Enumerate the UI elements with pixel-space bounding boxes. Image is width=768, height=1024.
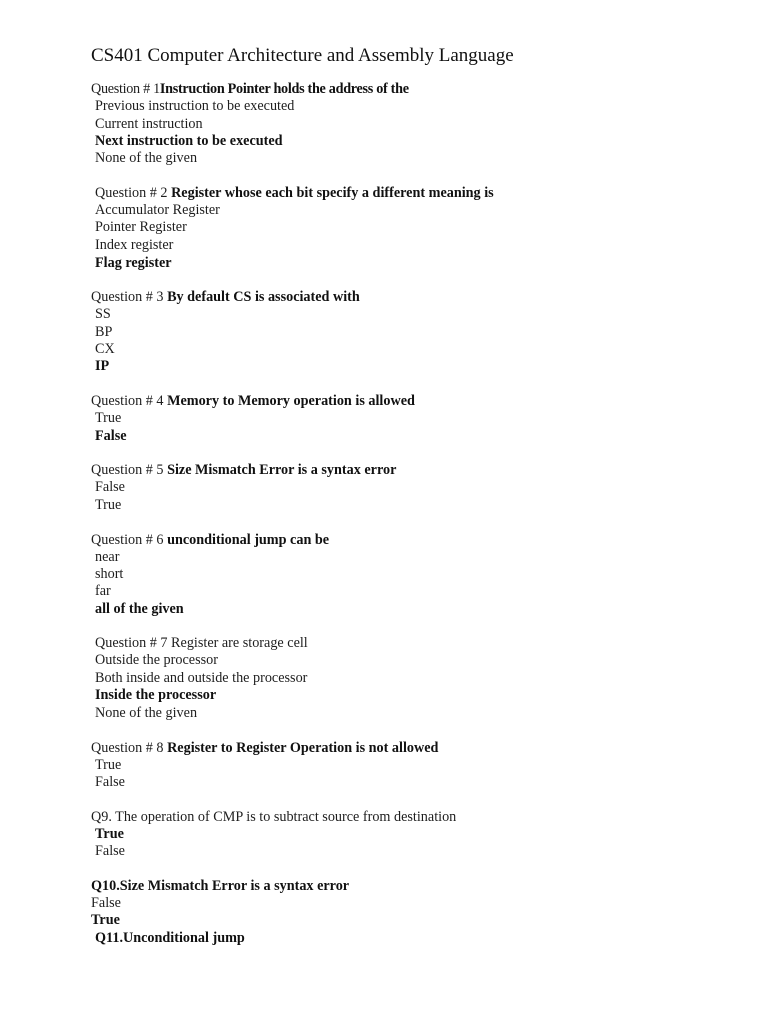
q1-option-4: None of the given [95,150,198,166]
q1-option-1: Previous instruction to be executed [95,98,295,114]
q3-option-3: CX [95,341,115,357]
q8-option-2: False [95,774,125,790]
document-title: CS401 Computer Architecture and Assembly Language [91,45,514,66]
q2-option-1: Accumulator Register [95,202,220,218]
question-5-prefix: Question # 5 [91,462,168,478]
question-4-prefix: Question # 4 [91,393,168,409]
q10-option-1: False [91,895,121,911]
question-8-prefix: Question # 8 [91,740,168,756]
question-1-prefix: Question # 1 [91,81,160,97]
q7-option-1: Outside the processor [95,652,218,668]
q2-option-4-answer: Flag register [95,255,172,271]
question-5-text: Size Mismatch Error is a syntax error [167,462,397,478]
q1-option-2: Current instruction [95,116,203,132]
q4-option-2-answer: False [95,428,127,444]
question-11: Q11.Unconditional jump [95,930,245,946]
question-3 [91,289,360,306]
question-9: Q9. The operation of CMP is to subtract source from destination [91,809,457,825]
question-7: Question # 7 Register are storage cell [95,635,308,651]
question-10: Q10.Size Mismatch Error is a syntax error [91,878,350,894]
q8-option-1: True [95,757,122,773]
question-6-text: unconditional jump can be [167,532,330,548]
question-6 [91,532,329,549]
question-3-prefix: Question # 3 [91,289,168,305]
question-4-text: Memory to Memory operation is allowed [167,393,415,409]
question-6-prefix: Question # 6 [91,532,168,548]
q6-option-1: near [95,549,120,565]
q10-option-2-answer: True [91,912,120,928]
q7-option-4: None of the given [95,705,198,721]
q7-option-3-answer: Inside the processor [95,687,217,703]
q3-option-4-answer: IP [95,358,110,374]
question-8 [91,740,438,757]
question-1 [91,81,409,98]
question-3-text: By default CS is associated with [167,289,360,305]
q5-option-2: True [95,497,122,513]
q2-option-2: Pointer Register [95,219,187,235]
q7-option-2: Both inside and outside the processor [95,670,308,686]
q2-option-3: Index register [95,237,174,253]
question-2-prefix: Question # 2 [95,185,172,201]
question-4 [91,393,415,410]
q3-option-2: BP [95,324,113,340]
question-2 [95,185,494,202]
q9-option-1-answer: True [95,826,124,842]
q4-option-1: True [95,410,122,426]
q1-option-3-answer: Next instruction to be executed [95,133,283,149]
question-1-text: Instruction Pointer holds the address of the [159,81,409,97]
q5-option-1: False [95,479,125,495]
q6-option-4-answer: all of the given [95,601,184,617]
question-2-text: Register whose each bit specify a different meaning is [171,185,494,201]
q3-option-1: SS [95,306,111,322]
question-5 [91,462,396,479]
question-8-text: Register to Register Operation is not allowed [167,740,439,756]
q9-option-2: False [95,843,125,859]
q6-option-3: far [95,583,111,599]
q6-option-2: short [95,566,124,582]
